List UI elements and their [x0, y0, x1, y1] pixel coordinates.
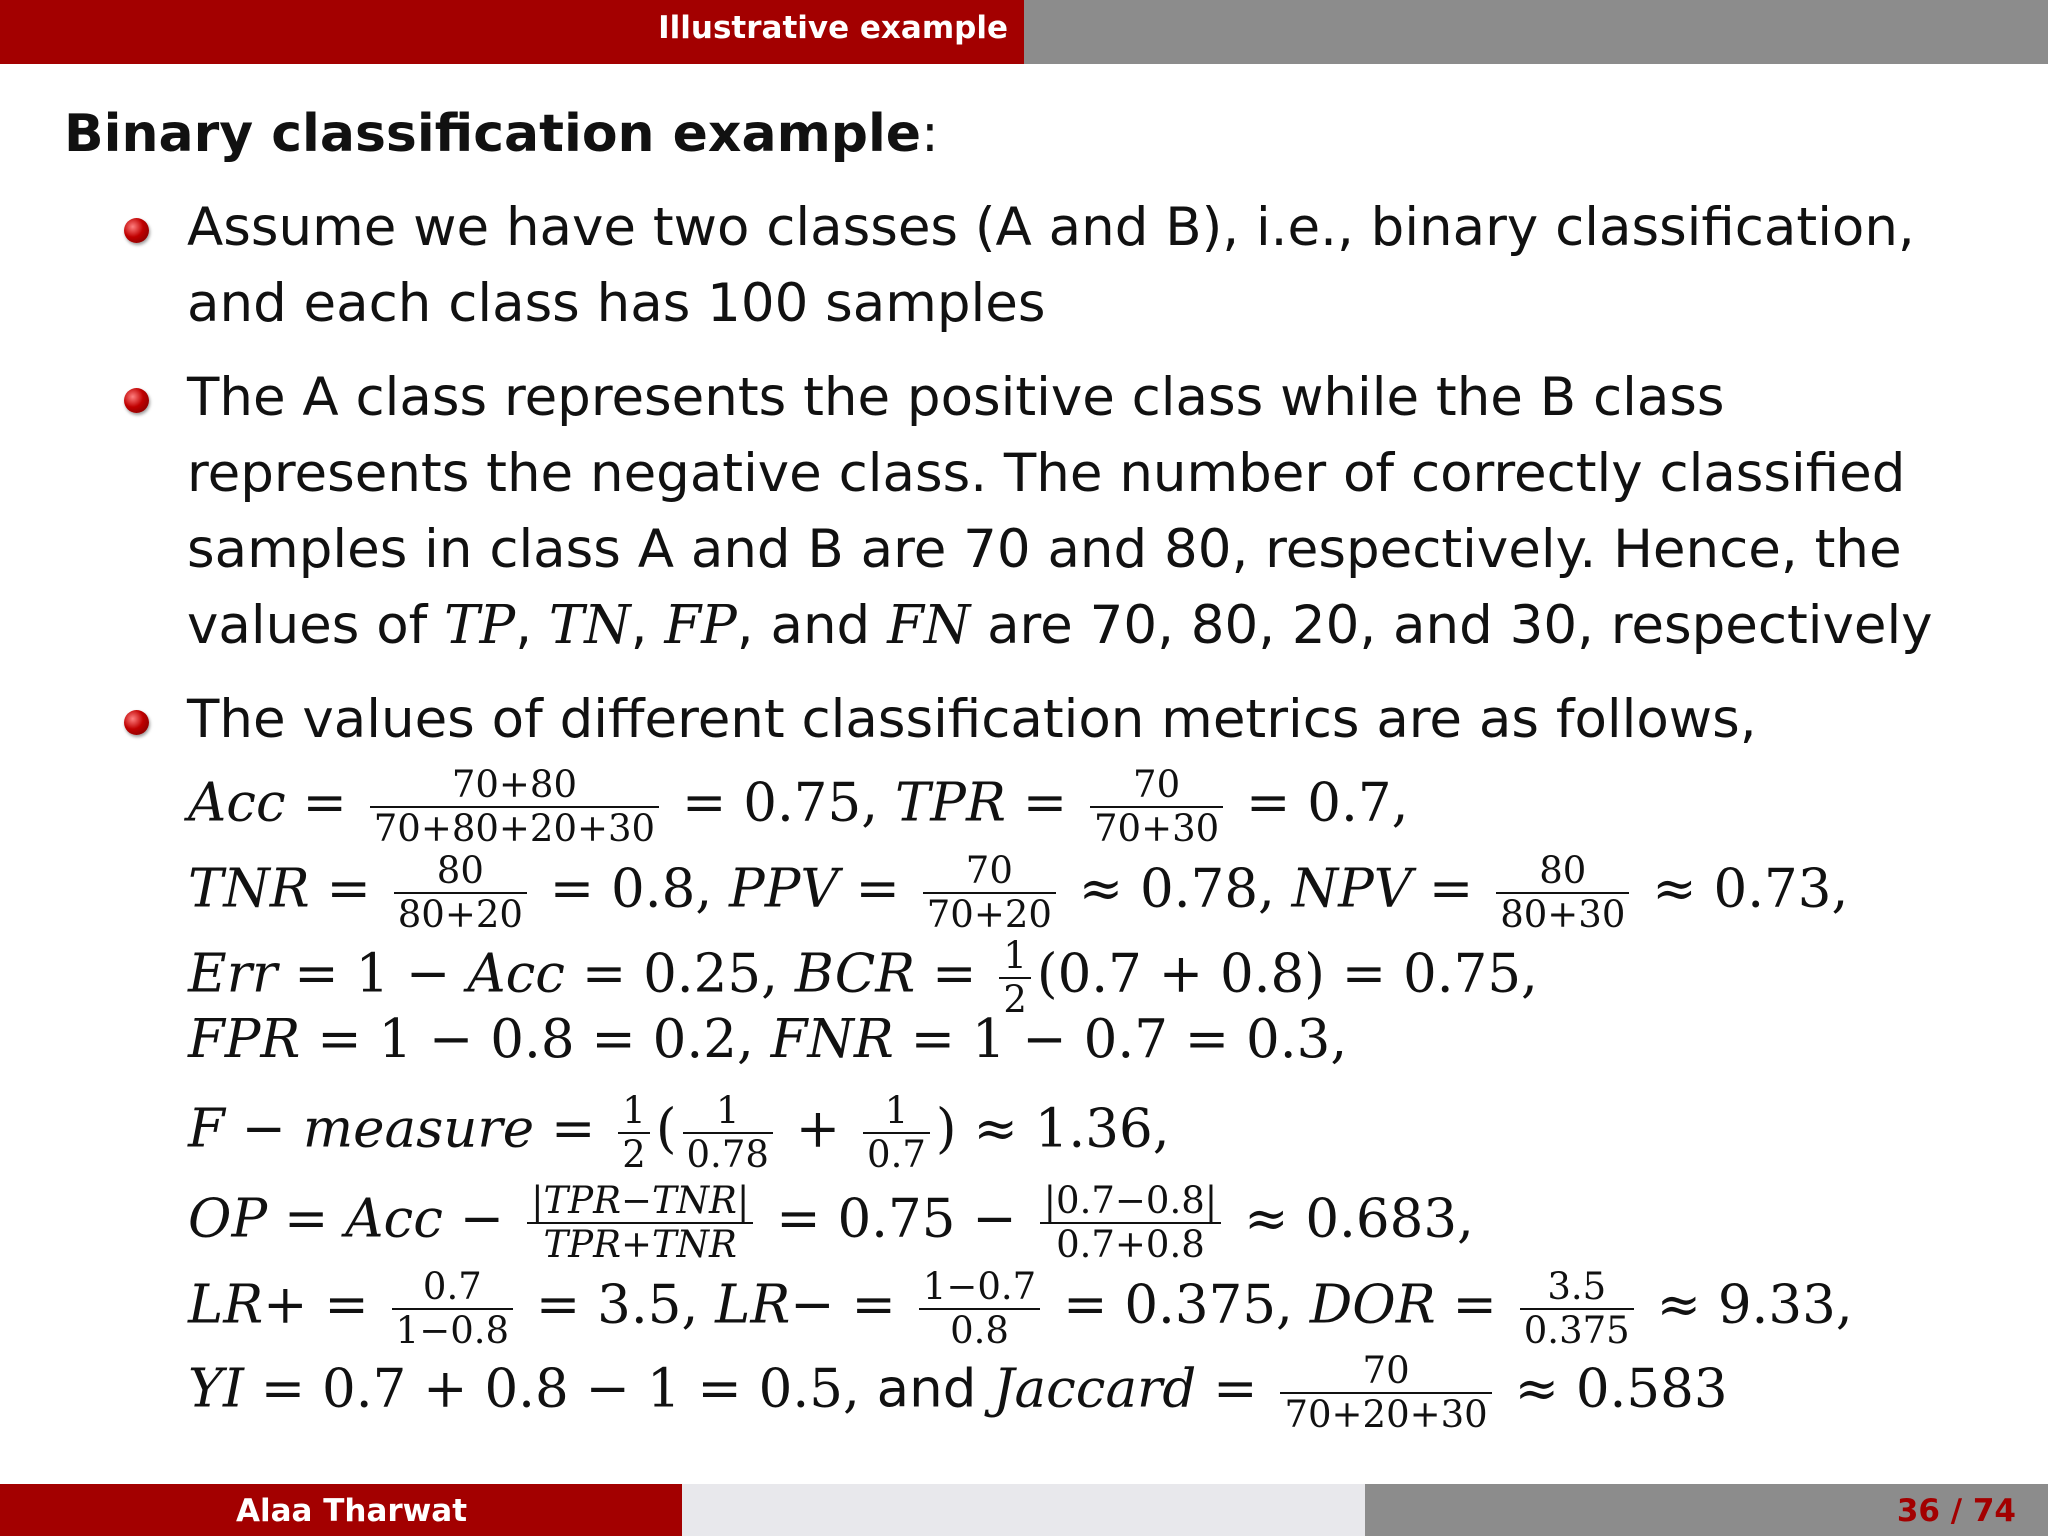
eq-text: DOR — [1309, 1274, 1436, 1336]
fraction — [1520, 1266, 1634, 1352]
footer-right-panel — [1365, 1484, 2048, 1536]
bullet-icon — [124, 710, 149, 735]
footer-left-panel — [0, 1484, 682, 1536]
list-item — [124, 682, 1984, 758]
frac-num: 3.5 — [1520, 1266, 1634, 1310]
header-left-panel — [0, 0, 1024, 64]
header-bar — [0, 0, 2048, 64]
eq-text: ≈ 0.583 — [1514, 1358, 1728, 1420]
frac-num: 1 — [999, 935, 1031, 979]
footer-author: Alaa Tharwat — [236, 1493, 468, 1529]
eq-text: = — [551, 1098, 596, 1160]
frac-den: 0.8 — [950, 1309, 1009, 1352]
bullet-icon — [124, 218, 149, 243]
equation-fpr-fnr — [188, 1010, 1347, 1070]
header-right-panel — [1024, 0, 2048, 64]
footer-middle-panel — [682, 1484, 1365, 1536]
fraction — [863, 1090, 930, 1176]
eq-text: = 1 − — [294, 943, 468, 1005]
math-fp: FP — [664, 595, 737, 656]
frac-den: 0.78 — [686, 1133, 769, 1176]
eq-text: = — [851, 1274, 896, 1336]
frac-den: 0.7+0.8 — [1056, 1223, 1205, 1266]
bullet-text — [187, 360, 1984, 664]
eq-text: = 0.8, — [549, 858, 713, 920]
frac-den: 70+30 — [1094, 807, 1220, 850]
eq-text: BCR — [794, 943, 916, 1005]
eq-text: = — [1452, 1274, 1497, 1336]
equation-op — [188, 1180, 1474, 1266]
fraction — [618, 1090, 650, 1176]
eq-text: = 1 − 0.8 = 0.2, — [317, 1009, 754, 1070]
heading-text: Binary classification example — [64, 104, 922, 164]
fraction — [919, 1266, 1040, 1352]
heading-colon: : — [921, 104, 939, 164]
eq-text: = 0.75 − — [776, 1188, 1017, 1250]
eq-text: = — [1213, 1358, 1258, 1420]
punct: , — [515, 595, 533, 656]
frac-den: 80+30 — [1500, 893, 1626, 936]
eq-text: ≈ 9.33, — [1656, 1274, 1853, 1336]
frac-num: |TPR−TNR| — [527, 1180, 753, 1224]
eq-text: LR− — [715, 1274, 835, 1336]
frac-den: 70+20+30 — [1284, 1393, 1488, 1436]
eq-text: = — [932, 943, 977, 1005]
math-tn: TN — [548, 595, 631, 656]
fraction — [1040, 1180, 1222, 1266]
eq-text: F − measure — [188, 1098, 535, 1160]
frac-den: 70+20 — [926, 893, 1052, 936]
eq-text: ≈ 0.78, — [1078, 858, 1275, 920]
eq-text: ) — [935, 1098, 957, 1160]
eq-text: Err — [188, 943, 278, 1005]
bullet-text-and: , and — [736, 595, 871, 656]
equation-acc-tpr — [188, 764, 1408, 850]
eq-text: + — [795, 1098, 841, 1160]
frac-num: |0.7−0.8| — [1040, 1180, 1222, 1224]
frac-num: 70 — [1280, 1350, 1491, 1394]
slide-heading — [64, 104, 939, 164]
frac-den: TPR+TNR — [543, 1223, 737, 1266]
fraction — [1280, 1350, 1491, 1436]
frac-num: 1 — [683, 1090, 773, 1134]
frac-num: 80 — [394, 850, 527, 894]
frac-den: 0.375 — [1523, 1309, 1630, 1352]
eq-text: ( — [655, 1098, 677, 1160]
frac-num: 0.7 — [392, 1266, 513, 1310]
equation-lr-dor — [188, 1266, 1853, 1352]
eq-text: Acc = — [188, 772, 347, 834]
fraction — [527, 1180, 753, 1266]
eq-text: Acc — [345, 1188, 443, 1250]
eq-text: OP — [188, 1188, 268, 1250]
eq-text: TNR = — [188, 858, 371, 920]
frac-num: 70 — [1090, 764, 1223, 808]
frac-den: 80+20 — [397, 893, 523, 936]
fraction — [1090, 764, 1223, 850]
fraction — [1496, 850, 1629, 936]
bullet-icon — [124, 388, 149, 413]
section-title: Illustrative example — [658, 10, 1008, 46]
eq-text: = 0.75, — [681, 772, 879, 834]
bullet-text: Assume we have two classes (A and B), i.e., binary classification, and each class has 100 samples — [187, 197, 1915, 334]
fraction — [370, 764, 659, 850]
eq-text: = 0.7 + 0.8 − 1 = 0.5, — [260, 1358, 860, 1420]
math-tp: TP — [444, 595, 516, 656]
equation-tnr-ppv-npv — [188, 850, 1848, 936]
eq-text: = 1 − 0.7 = 0.3, — [910, 1009, 1348, 1070]
frac-num: 80 — [1496, 850, 1629, 894]
frac-den: 2 — [622, 1133, 646, 1176]
bullet-text-main: The A class represents the positive class while the B class represents the negative class. The number of correctly classified samples in class A and B are 70 and 80, respectively. Hence, the values of — [187, 367, 1906, 656]
frac-den: 1−0.8 — [395, 1309, 510, 1352]
frac-num: 1−0.7 — [919, 1266, 1040, 1310]
bullet-text-rest: are 70, 80, 20, and 30, respectively — [987, 595, 1933, 656]
eq-text: = 0.375, — [1063, 1274, 1293, 1336]
frac-num: 1 — [618, 1090, 650, 1134]
frac-num: 1 — [863, 1090, 930, 1134]
eq-text: = — [283, 1188, 329, 1250]
eq-text: TPR = — [894, 772, 1068, 834]
frac-num: 70+80 — [370, 764, 659, 808]
fraction — [394, 850, 527, 936]
eq-text: − — [459, 1188, 505, 1250]
eq-text: FNR — [770, 1009, 894, 1070]
eq-text: = 0.25, — [581, 943, 778, 1005]
eq-text: = — [324, 1274, 369, 1336]
eq-text: LR+ — [188, 1274, 308, 1336]
frac-num: 70 — [923, 850, 1056, 894]
page-number: 36 / 74 — [1896, 1493, 2016, 1529]
punct: , — [630, 595, 648, 656]
eq-text: PPV = — [729, 858, 900, 920]
eq-text: Jaccard — [993, 1358, 1197, 1420]
fraction — [923, 850, 1056, 936]
eq-text: ≈ 0.73, — [1652, 858, 1849, 920]
fraction — [683, 1090, 773, 1176]
eq-text: ≈ 0.683, — [1244, 1188, 1474, 1250]
eq-text: FPR — [188, 1009, 301, 1070]
eq-text: = 0.7, — [1246, 772, 1409, 834]
equation-f-measure — [188, 1090, 1170, 1176]
frac-den: 70+80+20+30 — [373, 807, 656, 850]
footer-bar — [0, 1484, 2048, 1536]
list-item — [124, 360, 1984, 664]
eq-text: (0.7 + 0.8) = 0.75, — [1036, 943, 1538, 1005]
frac-den: 0.7 — [867, 1133, 926, 1176]
fraction — [392, 1266, 513, 1352]
bullet-text: The values of different classification metrics are as follows, — [187, 689, 1757, 750]
eq-text: YI — [188, 1358, 244, 1420]
eq-text: Acc — [467, 943, 565, 1005]
bullet-list — [124, 190, 1984, 776]
equation-yi-jaccard — [188, 1350, 1728, 1436]
frac-den: 2 — [1003, 978, 1027, 1021]
eq-text: ≈ 1.36, — [973, 1098, 1170, 1160]
eq-text: = 3.5, — [535, 1274, 699, 1336]
eq-text: NPV = — [1291, 858, 1474, 920]
list-item — [124, 190, 1984, 342]
eq-text: and — [876, 1358, 977, 1420]
math-fn: FN — [887, 595, 971, 656]
